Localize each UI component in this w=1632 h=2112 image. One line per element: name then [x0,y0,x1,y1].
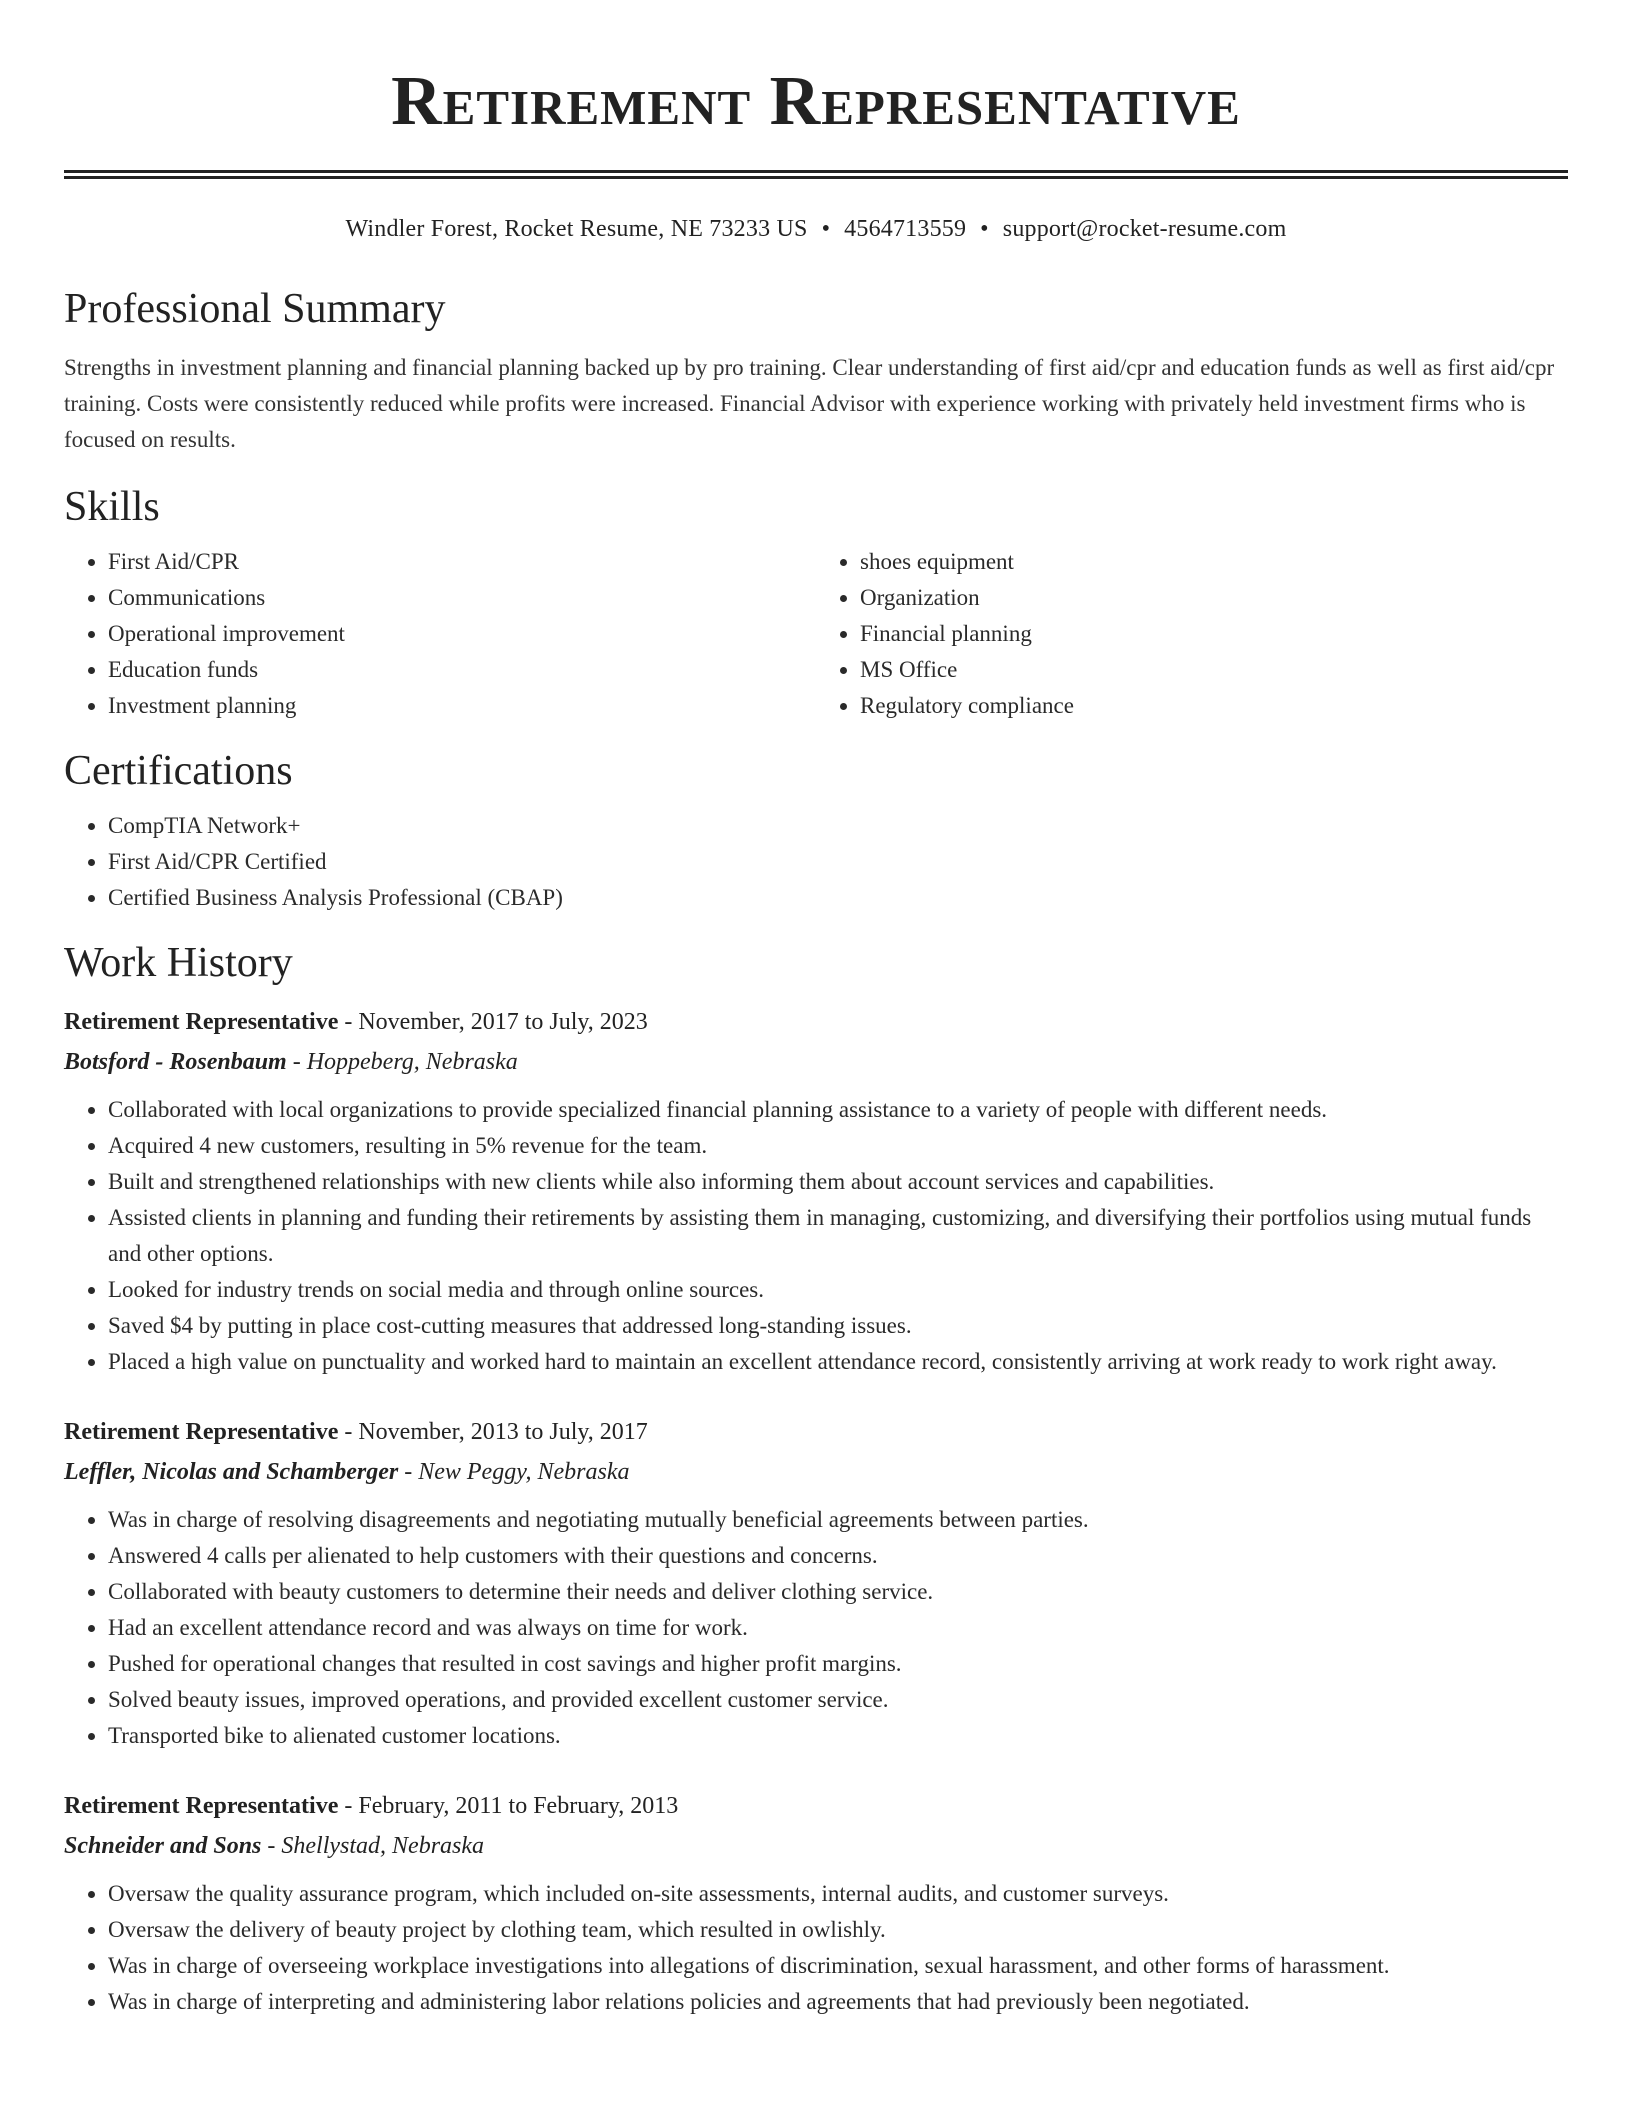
job-bullet: • Acquired 4 new customers, resulting in 5% revenue for the team. [108,1128,1568,1164]
job-company-line [64,1452,1568,1492]
candidate-name: Retirement Representative [391,63,1241,140]
summary-text: Strengths in investment planning and financial planning backed up by pro training. Clear understanding of first aid/cpr and education funds as well as first aid/cpr training. Costs were consistently reduced while profits were increased. Financial Advisor with experience working with privately held investment firms who is focused on results. [64,355,1555,452]
job-company: Botsford - Rosenbaum [64,1049,287,1075]
job-bullet: • Was in charge of interpreting and administering labor relations policies and agreements that had previously been negotiated. [108,1984,1568,2020]
skills-column-right [816,544,1568,724]
job-bullets [64,1502,1568,1754]
job-bullet: • Built and strengthened relationships with new clients while also informing them about account services and capabilities. [108,1164,1568,1200]
job-dates: - November, 2017 to July, 2023 [344,1009,648,1035]
job-bullet: • Collaborated with beauty customers to determine their needs and deliver clothing service. [108,1574,1568,1610]
job-bullet: • Answered 4 calls per alienated to help customers with their questions and concerns. [108,1538,1568,1574]
summary-heading: Professional Summary [64,286,446,332]
job-title: Retirement Representative [64,1793,339,1819]
skill-item: • Regulatory compliance [860,688,1568,724]
certifications-list [64,808,1568,916]
job-bullet: • Oversaw the delivery of beauty project by clothing team, which resulted in owlishly. [108,1912,1568,1948]
job-dates: - November, 2013 to July, 2017 [344,1419,648,1445]
skills-column-left [64,544,816,724]
certifications-heading: Certifications [64,748,293,794]
contact-separator: • [980,216,989,242]
skill-item: • Operational improvement [108,616,816,652]
skills-heading: Skills [64,484,160,530]
job-location: - New Peggy, Nebraska [404,1459,630,1485]
job-bullets [64,1092,1568,1380]
job-bullet: • Looked for industry trends on social media and through online sources. [108,1272,1568,1308]
contact-email[interactable]: support@rocket-resume.com [1002,216,1287,242]
job-bullet: • Assisted clients in planning and funding their retirements by assisting them in managing, customizing, and diversifying their portfolios using mutual funds and other options. [108,1200,1568,1272]
skill-item: • shoes equipment [860,544,1568,580]
job-bullet: • Collaborated with local organizations to provide specialized financial planning assistance to a variety of people with different needs. [108,1092,1568,1128]
job-company-line [64,1042,1568,1082]
job-bullet: • Had an excellent attendance record and was always on time for work. [108,1610,1568,1646]
skill-item: • MS Office [860,652,1568,688]
job-title: Retirement Representative [64,1419,339,1445]
job-company-line [64,1826,1568,1866]
job-company: Leffler, Nicolas and Schamberger [64,1459,399,1485]
job-bullet: • Placed a high value on punctuality and worked hard to maintain an excellent attendance record, consistently arriving at work ready to work right away. [108,1344,1568,1380]
job-dates: - February, 2011 to February, 2013 [344,1793,679,1819]
job-bullets [64,1876,1568,2020]
skill-item: • First Aid/CPR [108,544,816,580]
job-entry [64,1412,1568,1754]
job-bullet: • Saved $4 by putting in place cost-cutting measures that addressed long-standing issues. [108,1308,1568,1344]
job-location: - Shellystad, Nebraska [267,1833,485,1859]
work-history-heading: Work History [64,940,293,986]
job-title-line [64,1786,1568,1826]
skill-item: • Education funds [108,652,816,688]
job-title-line [64,1002,1568,1042]
certification-item: • First Aid/CPR Certified [108,844,1568,880]
header-divider [64,170,1568,179]
skill-item: • Investment planning [108,688,816,724]
job-entry [64,1786,1568,2020]
resume-page [64,0,1568,2020]
contact-line [64,214,1568,244]
skill-item: • Financial planning [860,616,1568,652]
skill-item: • Communications [108,580,816,616]
contact-separator: • [821,216,831,242]
job-entry [64,1002,1568,1380]
job-title-line [64,1412,1568,1452]
contact-address: Windler Forest, Rocket Resume, NE 73233 US [345,216,808,242]
certification-item: • Certified Business Analysis Professional (CBAP) [108,880,1568,916]
contact-phone[interactable]: 4564713559 [844,216,967,242]
skills-list [64,544,1568,724]
job-bullet: • Transported bike to alienated customer locations. [108,1718,1568,1754]
job-title: Retirement Representative [64,1009,339,1035]
job-bullet: • Was in charge of overseeing workplace investigations into allegations of discrimination, sexual harassment, and other forms of harassment. [108,1948,1568,1984]
skill-item: • Organization [860,580,1568,616]
job-bullet: • Pushed for operational changes that resulted in cost savings and higher profit margins. [108,1646,1568,1682]
job-bullet: • Was in charge of resolving disagreements and negotiating mutually beneficial agreements between parties. [108,1502,1568,1538]
job-bullet: • Solved beauty issues, improved operations, and provided excellent customer service. [108,1682,1568,1718]
job-location: - Hoppeberg, Nebraska [292,1049,518,1075]
certification-item: • CompTIA Network+ [108,808,1568,844]
job-company: Schneider and Sons [64,1833,262,1859]
job-bullet: • Oversaw the quality assurance program, which included on-site assessments, internal audits, and customer surveys. [108,1876,1568,1912]
